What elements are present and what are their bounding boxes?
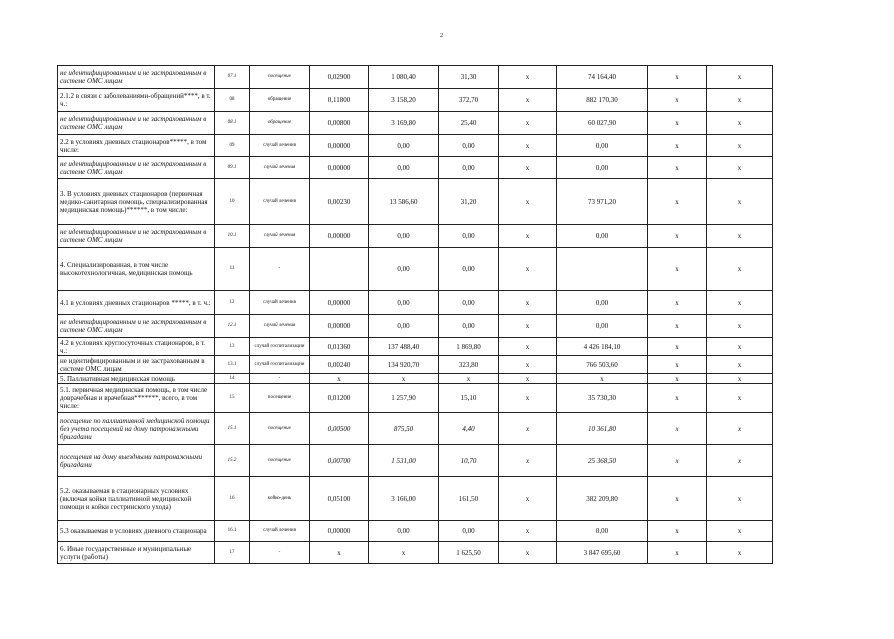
- budget-total-cell: 766 503,60: [557, 356, 648, 374]
- share-cell: x: [707, 338, 773, 356]
- per-capita-cell: 0,00: [439, 135, 499, 157]
- row-number-cell: 16: [215, 477, 250, 521]
- unit-cell: посещение: [250, 66, 310, 89]
- budget-total-cell: 382 209,80: [557, 477, 648, 521]
- norm-cost-cell: x: [369, 542, 439, 564]
- norm-cost-cell: 875,50: [369, 413, 439, 445]
- budget-total-cell: 60 027,90: [557, 112, 648, 135]
- oms-total-cell: x: [648, 356, 707, 374]
- row-name-cell: не идентифицированным и не застрахованным в системе ОМС лицам: [58, 225, 215, 248]
- row-number-cell: 12: [215, 291, 250, 315]
- share-cell: x: [707, 157, 773, 179]
- unit-cell: посещение: [250, 413, 310, 445]
- norm-volume-cell: 0,00230: [310, 179, 369, 225]
- table-row: [58, 66, 773, 89]
- oms-per-capita-cell: x: [499, 248, 557, 291]
- oms-per-capita-cell: x: [499, 374, 557, 384]
- row-name-cell: посещение по паллиативной медицинской помощи без учета посещений на дому патронажными бригадами: [58, 413, 215, 445]
- norm-volume-cell: 0,00700: [310, 445, 369, 477]
- row-number-cell: 09.1: [215, 157, 250, 179]
- norm-volume-cell: 0,01360: [310, 338, 369, 356]
- norm-cost-cell: 0,00: [369, 315, 439, 338]
- per-capita-cell: 4,40: [439, 413, 499, 445]
- table-row: [58, 112, 773, 135]
- oms-per-capita-cell: x: [499, 225, 557, 248]
- norm-volume-cell: 0,00000: [310, 225, 369, 248]
- unit-cell: -: [250, 542, 310, 564]
- oms-per-capita-cell: x: [499, 521, 557, 542]
- row-name-cell: 2.1.2 в связи с заболеваниями-обращений****, в т. ч.:: [58, 89, 215, 112]
- oms-per-capita-cell: x: [499, 135, 557, 157]
- row-name-cell: не идентифицированным и не застрахованным в системе ОМС лицам: [58, 315, 215, 338]
- oms-per-capita-cell: x: [499, 445, 557, 477]
- norm-volume-cell: x: [310, 374, 369, 384]
- norm-volume-cell: 0,00000: [310, 291, 369, 315]
- budget-total-cell: 0,00: [557, 291, 648, 315]
- norm-cost-cell: 0,00: [369, 225, 439, 248]
- row-number-cell: 15.2: [215, 445, 250, 477]
- per-capita-cell: 0,00: [439, 225, 499, 248]
- row-number-cell: 16.1: [215, 521, 250, 542]
- per-capita-cell: 15,10: [439, 384, 499, 413]
- share-cell: x: [707, 374, 773, 384]
- norm-volume-cell: 0,00240: [310, 356, 369, 374]
- row-number-cell: 15: [215, 384, 250, 413]
- table-row: [58, 477, 773, 521]
- row-name-cell: 5. Паллиативная медицинская помощь: [58, 374, 215, 384]
- norm-volume-cell: 0,00000: [310, 521, 369, 542]
- share-cell: x: [707, 356, 773, 374]
- oms-per-capita-cell: x: [499, 413, 557, 445]
- table-row: [58, 291, 773, 315]
- oms-total-cell: x: [648, 291, 707, 315]
- per-capita-cell: 31,30: [439, 66, 499, 89]
- budget-total-cell: 0,00: [557, 521, 648, 542]
- row-name-cell: 4.1 в условиях дневных стационаров *****, в т. ч.:: [58, 291, 215, 315]
- norm-cost-cell: 13 586,60: [369, 179, 439, 225]
- per-capita-cell: 0,00: [439, 521, 499, 542]
- norm-cost-cell: 0,00: [369, 521, 439, 542]
- share-cell: x: [707, 112, 773, 135]
- unit-cell: -: [250, 374, 310, 384]
- per-capita-cell: 10,70: [439, 445, 499, 477]
- table-row: [58, 225, 773, 248]
- unit-cell: случай лечения: [250, 291, 310, 315]
- unit-cell: случай госпитализации: [250, 338, 310, 356]
- per-capita-cell: 0,00: [439, 315, 499, 338]
- table-row: [58, 135, 773, 157]
- row-name-cell: 5.2. оказываемая в стационарных условиях (включая койки паллиативной медицинской помощи и койки сестринского ухода): [58, 477, 215, 521]
- oms-total-cell: x: [648, 477, 707, 521]
- share-cell: x: [707, 445, 773, 477]
- row-name-cell: 4.2 в условиях круглосуточных стационаров, в т. ч.:: [58, 338, 215, 356]
- row-number-cell: 15.1: [215, 413, 250, 445]
- norm-cost-cell: 1 257,90: [369, 384, 439, 413]
- norm-volume-cell: 0,00000: [310, 135, 369, 157]
- norm-volume-cell: 0,02900: [310, 66, 369, 89]
- table-row: [58, 89, 773, 112]
- row-name-cell: 6. Иные государственные и муниципальные услуги (работы): [58, 542, 215, 564]
- share-cell: x: [707, 225, 773, 248]
- row-number-cell: 12.1: [215, 315, 250, 338]
- unit-cell: случай лечения: [250, 315, 310, 338]
- per-capita-cell: 1 869,80: [439, 338, 499, 356]
- share-cell: x: [707, 315, 773, 338]
- share-cell: x: [707, 66, 773, 89]
- oms-total-cell: x: [648, 413, 707, 445]
- unit-cell: случай лечения: [250, 225, 310, 248]
- funding-table: [57, 65, 773, 564]
- row-number-cell: 11: [215, 248, 250, 291]
- table-row: [58, 521, 773, 542]
- share-cell: x: [707, 521, 773, 542]
- budget-total-cell: 35 730,30: [557, 384, 648, 413]
- per-capita-cell: 25,40: [439, 112, 499, 135]
- unit-cell: обращение: [250, 89, 310, 112]
- norm-volume-cell: [310, 248, 369, 291]
- row-name-cell: посещения на дому выездными патронажными бригадами: [58, 445, 215, 477]
- oms-total-cell: x: [648, 179, 707, 225]
- row-number-cell: 17: [215, 542, 250, 564]
- table-row: [58, 315, 773, 338]
- budget-total-cell: 0,00: [557, 157, 648, 179]
- per-capita-cell: 0,00: [439, 291, 499, 315]
- per-capita-cell: x: [439, 374, 499, 384]
- row-name-cell: не идентифицированным и не застрахованным в системе ОМС лицам: [58, 112, 215, 135]
- oms-total-cell: x: [648, 445, 707, 477]
- row-number-cell: 07.1: [215, 66, 250, 89]
- norm-cost-cell: 137 488,40: [369, 338, 439, 356]
- unit-cell: койко-день: [250, 477, 310, 521]
- row-number-cell: 13: [215, 338, 250, 356]
- share-cell: x: [707, 135, 773, 157]
- share-cell: x: [707, 542, 773, 564]
- per-capita-cell: 372,70: [439, 89, 499, 112]
- row-name-cell: 2.2 в условиях дневных стационаров*****, в том числе:: [58, 135, 215, 157]
- table-row: [58, 413, 773, 445]
- row-number-cell: 08.1: [215, 112, 250, 135]
- norm-volume-cell: 0,05100: [310, 477, 369, 521]
- share-cell: x: [707, 89, 773, 112]
- norm-cost-cell: 1 531,00: [369, 445, 439, 477]
- row-name-cell: 4. Специализированная, в том числе высокотехнологичная, медицинская помощь: [58, 248, 215, 291]
- budget-total-cell: 10 361,80: [557, 413, 648, 445]
- unit-cell: обращение: [250, 112, 310, 135]
- oms-per-capita-cell: x: [499, 112, 557, 135]
- row-name-cell: 5.1. первичная медицинская помощь, в том числе доврачебная и врачебная*******, всего, в том числе:: [58, 384, 215, 413]
- per-capita-cell: 161,50: [439, 477, 499, 521]
- oms-total-cell: x: [648, 315, 707, 338]
- oms-per-capita-cell: x: [499, 89, 557, 112]
- row-name-cell: 3. В условиях дневных стационаров (первичная медико-санитарная помощь, специализированная медицинская помощь)******, в том числе:: [58, 179, 215, 225]
- row-number-cell: 13.1: [215, 356, 250, 374]
- row-name-cell: не идентифицированным и не застрахованным в системе ОМС лицам: [58, 66, 215, 89]
- table-body: [58, 66, 773, 564]
- unit-cell: случай лечения: [250, 157, 310, 179]
- oms-per-capita-cell: x: [499, 157, 557, 179]
- unit-cell: посещение: [250, 384, 310, 413]
- oms-total-cell: x: [648, 225, 707, 248]
- oms-per-capita-cell: x: [499, 315, 557, 338]
- unit-cell: случай госпитализации: [250, 356, 310, 374]
- table-row: [58, 384, 773, 413]
- budget-total-cell: 0,00: [557, 225, 648, 248]
- norm-cost-cell: x: [369, 374, 439, 384]
- unit-cell: случай лечения: [250, 521, 310, 542]
- unit-cell: посещение: [250, 445, 310, 477]
- oms-total-cell: x: [648, 542, 707, 564]
- oms-per-capita-cell: x: [499, 66, 557, 89]
- table-row: [58, 445, 773, 477]
- row-name-cell: не идентифицированным и не застрахованным в системе ОМС лицам: [58, 157, 215, 179]
- share-cell: x: [707, 384, 773, 413]
- oms-total-cell: x: [648, 374, 707, 384]
- oms-per-capita-cell: x: [499, 356, 557, 374]
- table-row: [58, 157, 773, 179]
- per-capita-cell: 0,00: [439, 248, 499, 291]
- budget-total-cell: 73 971,20: [557, 179, 648, 225]
- budget-total-cell: 4 426 184,10: [557, 338, 648, 356]
- norm-volume-cell: 0,00800: [310, 112, 369, 135]
- per-capita-cell: 0,00: [439, 157, 499, 179]
- share-cell: x: [707, 179, 773, 225]
- oms-total-cell: x: [648, 157, 707, 179]
- budget-total-cell: 3 847 695,60: [557, 542, 648, 564]
- budget-total-cell: 0,00: [557, 135, 648, 157]
- row-number-cell: 10.1: [215, 225, 250, 248]
- oms-total-cell: x: [648, 248, 707, 291]
- unit-cell: случай лечения: [250, 135, 310, 157]
- oms-per-capita-cell: x: [499, 179, 557, 225]
- norm-volume-cell: 0,11800: [310, 89, 369, 112]
- table-row: [58, 374, 773, 384]
- budget-total-cell: 25 368,50: [557, 445, 648, 477]
- oms-per-capita-cell: x: [499, 338, 557, 356]
- norm-cost-cell: 3 158,20: [369, 89, 439, 112]
- unit-cell: случай лечения: [250, 179, 310, 225]
- norm-volume-cell: x: [310, 542, 369, 564]
- row-number-cell: 10: [215, 179, 250, 225]
- oms-total-cell: x: [648, 112, 707, 135]
- oms-per-capita-cell: x: [499, 384, 557, 413]
- share-cell: x: [707, 477, 773, 521]
- unit-cell: -: [250, 248, 310, 291]
- norm-cost-cell: 0,00: [369, 248, 439, 291]
- oms-total-cell: x: [648, 338, 707, 356]
- table-row: [58, 179, 773, 225]
- norm-cost-cell: 1 080,40: [369, 66, 439, 89]
- budget-total-cell: 882 170,30: [557, 89, 648, 112]
- table-row: [58, 248, 773, 291]
- oms-total-cell: x: [648, 89, 707, 112]
- row-name-cell: 5.3 оказываемая в условиях дневного стационара: [58, 521, 215, 542]
- table-row: [58, 338, 773, 356]
- row-number-cell: 09: [215, 135, 250, 157]
- norm-cost-cell: 0,00: [369, 135, 439, 157]
- oms-total-cell: x: [648, 521, 707, 542]
- norm-cost-cell: 0,00: [369, 291, 439, 315]
- table-row: [58, 356, 773, 374]
- norm-cost-cell: 134 920,70: [369, 356, 439, 374]
- per-capita-cell: 1 625,50: [439, 542, 499, 564]
- share-cell: x: [707, 291, 773, 315]
- per-capita-cell: 323,80: [439, 356, 499, 374]
- share-cell: x: [707, 248, 773, 291]
- norm-volume-cell: 0,00500: [310, 413, 369, 445]
- oms-total-cell: x: [648, 384, 707, 413]
- share-cell: x: [707, 413, 773, 445]
- row-number-cell: 14: [215, 374, 250, 384]
- norm-volume-cell: 0,00000: [310, 315, 369, 338]
- norm-volume-cell: 0,00000: [310, 157, 369, 179]
- oms-per-capita-cell: x: [499, 542, 557, 564]
- row-name-cell: не идентифицированным и не застрахованным в системе ОМС лицам: [58, 356, 215, 374]
- table-row: [58, 542, 773, 564]
- budget-total-cell: 74 164,40: [557, 66, 648, 89]
- budget-total-cell: 0,00: [557, 315, 648, 338]
- norm-cost-cell: 3 169,80: [369, 112, 439, 135]
- norm-cost-cell: 0,00: [369, 157, 439, 179]
- oms-total-cell: x: [648, 66, 707, 89]
- norm-volume-cell: 0,01200: [310, 384, 369, 413]
- norm-cost-cell: 3 166,00: [369, 477, 439, 521]
- oms-per-capita-cell: x: [499, 477, 557, 521]
- page-number: 2: [440, 33, 443, 39]
- oms-total-cell: x: [648, 135, 707, 157]
- budget-total-cell: [557, 248, 648, 291]
- budget-total-cell: x: [557, 374, 648, 384]
- oms-per-capita-cell: x: [499, 291, 557, 315]
- per-capita-cell: 31,20: [439, 179, 499, 225]
- row-number-cell: 08: [215, 89, 250, 112]
